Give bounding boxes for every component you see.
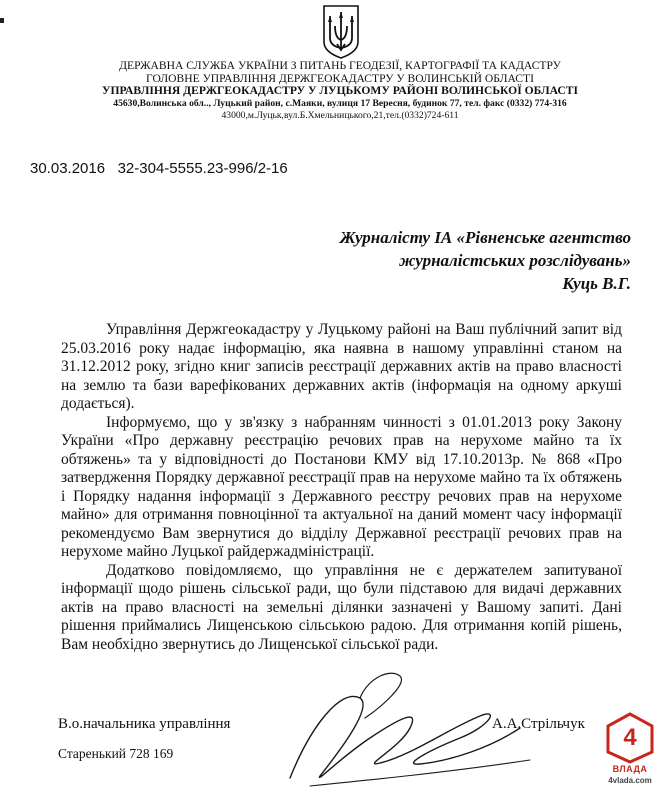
reference-line <box>30 160 288 177</box>
scan-mark <box>0 18 4 23</box>
main-department-name: ГОЛОВНЕ УПРАВЛІННЯ ДЕРЖГЕОКАДАСТРУ У ВОЛИНСЬКІЙ ОБЛАСТІ <box>146 71 534 85</box>
signer-position: В.о.начальника управління <box>58 716 231 732</box>
signer-name: А.А.Стрільчук <box>492 716 585 732</box>
paragraph-additional: Додатково повідомляємо, що управління не є держателем запитуваної інформації щодо рішень сільської ради, що були підставою для видачі державних актів на право власності на земельні ділянки зазначені у Вашому запиті. Дані рішення приймались Лищенською сільською радою. Для отримання копій рішень, Вам необхідно звернутись до Лищенської сільської ради. <box>61 561 622 653</box>
reference-number: 32-304-5555.23-996/2-16 <box>117 160 288 177</box>
addressee-line-1: Журналісту ІА «Рівненське агентство <box>339 228 631 247</box>
executor-contact: Старенький 728 169 <box>58 746 174 761</box>
handwritten-signature <box>250 668 550 798</box>
addressee-line-2: журналістських розслідувань» <box>399 251 631 270</box>
logo-site: 4vlada.com <box>608 776 652 785</box>
paragraph-response: Управління Держгеокадастру у Луцькому районі на Ваш публічний запит від 25.03.2016 року надає інформацію, яка наявна в нашому управлінні станом на 31.12.2012 року, згідно книг записів реєстрації державних актів на право власності на землю та бази варефікованих державних актів (інформація на одному аркуші додається). <box>61 321 622 412</box>
logo-brand: ВЛАДА <box>612 764 648 774</box>
letter-body <box>61 321 622 654</box>
department-address: 45630,Волинська обл.., Луцький район, с.Маяки, вулиця 17 Вересня, будинок 77, тел. факс (0332) 774-316 <box>113 97 567 109</box>
addressee-name: Куць В.Г. <box>562 274 631 293</box>
watermark-logo <box>600 712 660 794</box>
logo-number: 4 <box>623 724 637 751</box>
paragraph-legal-notice: Інформуємо, що у зв'язку з набранням чинності з 01.01.2013 року Закону України «Про державну реєстрацію речових прав на нерухоме майно та їх обтяжень» та у відповідності до Постанови КМУ від 17.10.2013р. № 868 «Про затвердження Порядку державної реєстрації прав на нерухоме майно та їх обтяжень і Порядку надання інформації з Державного реєстру речових прав на нерухоме майно» для отримання повноцінної та актуальної на даний момент часу інформації рекомендуємо Вам звернутися до відділу Державної реєстрації речових прав на нерухоме майно Луцької райдержадміністрації. <box>61 413 622 560</box>
coat-of-arms-icon <box>322 4 360 60</box>
letterhead <box>40 60 640 123</box>
reference-date: 30.03.2016 <box>30 160 106 177</box>
department-name: УПРАВЛІННЯ ДЕРЖГЕОКАДАСТРУ У ЛУЦЬКОМУ РАЙОНІ ВОЛИНСЬКОЇ ОБЛАСТІ <box>101 84 579 97</box>
agency-name: ДЕРЖАВНА СЛУЖБА УКРАЇНИ З ПИТАНЬ ГЕОДЕЗІЇ, КАРТОГРАФІЇ ТА КАДАСТРУ <box>119 59 561 72</box>
addressee <box>201 226 631 295</box>
secondary-address: 43000,м.Луцьк,вул.Б.Хмельницького,21,тел.(0332)724-611 <box>221 110 459 121</box>
